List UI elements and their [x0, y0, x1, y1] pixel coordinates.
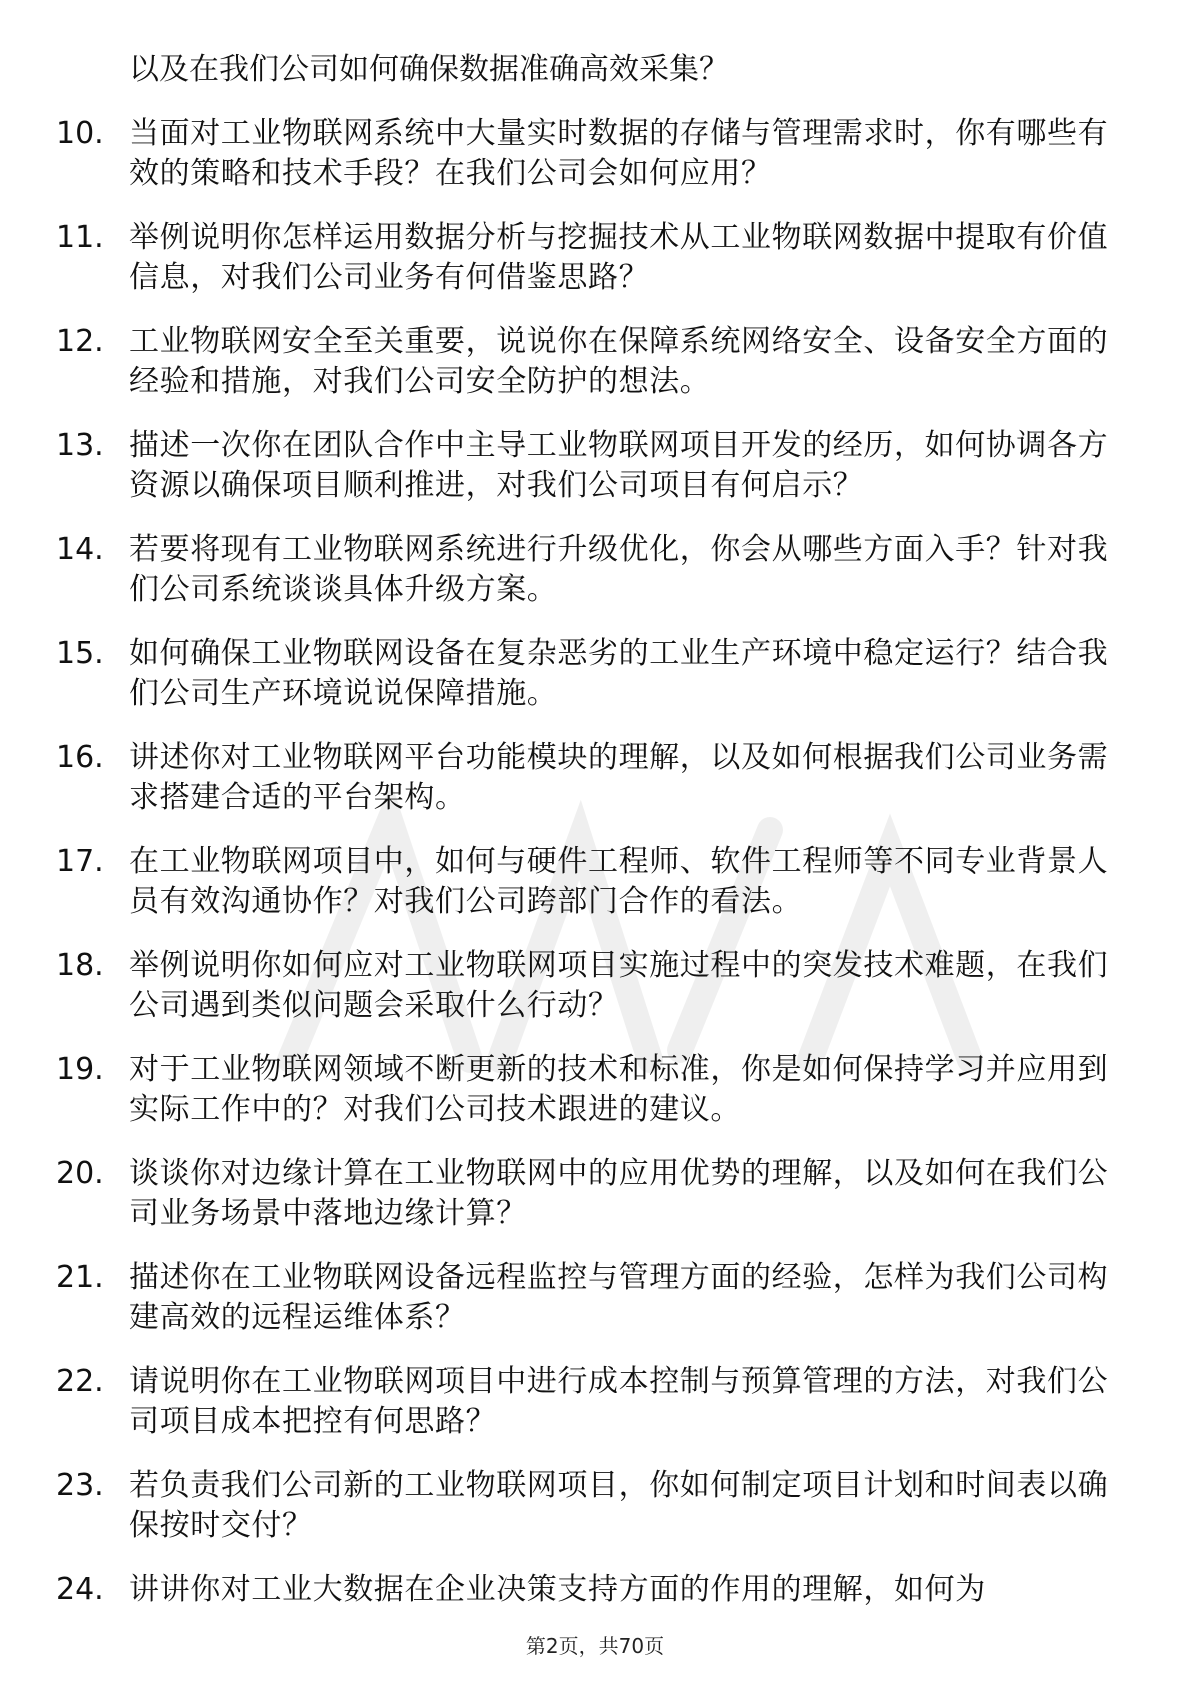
- question-text: 如何确保工业物联网设备在复杂恶劣的工业生产环境中稳定运行？结合我们公司生产环境说说保障措施。: [129, 636, 1109, 711]
- question-item: [0, 1362, 1190, 1442]
- question-text: 举例说明你怎样运用数据分析与挖掘技术从工业物联网数据中提取有价值信息，对我们公司业务有何借鉴思路？: [129, 220, 1109, 295]
- question-text: 请说明你在工业物联网项目中进行成本控制与预算管理的方法，对我们公司项目成本把控有何思路？: [129, 1364, 1109, 1439]
- question-number: 24.: [56, 1572, 104, 1607]
- question-text: 讲讲你对工业大数据在企业决策支持方面的作用的理解，如何为: [129, 1572, 986, 1607]
- question-text: 谈谈你对边缘计算在工业物联网中的应用优势的理解，以及如何在我们公司业务场景中落地边缘计算？: [129, 1156, 1109, 1231]
- question-number: 19.: [56, 1052, 104, 1087]
- question-item: [0, 842, 1190, 922]
- question-item: [0, 1466, 1190, 1546]
- question-number: 20.: [56, 1156, 104, 1191]
- question-text: 对于工业物联网领域不断更新的技术和标准，你是如何保持学习并应用到实际工作中的？对我们公司技术跟进的建议。: [129, 1052, 1109, 1127]
- question-number: 16.: [56, 740, 104, 775]
- question-item: [0, 322, 1190, 402]
- question-item: [0, 530, 1190, 610]
- question-text: 若负责我们公司新的工业物联网项目，你如何制定项目计划和时间表以确保按时交付？: [129, 1468, 1109, 1543]
- question-item: [0, 946, 1190, 1026]
- question-item: [0, 1258, 1190, 1338]
- question-number: 17.: [56, 844, 104, 879]
- question-text: 讲述你对工业物联网平台功能模块的理解，以及如何根据我们公司业务需求搭建合适的平台架构。: [129, 740, 1109, 815]
- page-footer: 第2页，共70页: [525, 1634, 665, 1658]
- question-number: 22.: [56, 1364, 104, 1399]
- question-number: 21.: [56, 1260, 104, 1295]
- question-number: 23.: [56, 1468, 104, 1503]
- question-text: 举例说明你如何应对工业物联网项目实施过程中的突发技术难题，在我们公司遇到类似问题会采取什么行动？: [129, 948, 1109, 1023]
- question-number: 12.: [56, 324, 104, 359]
- question-text: 若要将现有工业物联网系统进行升级优化，你会从哪些方面入手？针对我们公司系统谈谈具体升级方案。: [129, 532, 1109, 607]
- question-text: 描述你在工业物联网设备远程监控与管理方面的经验，怎样为我们公司构建高效的远程运维体系？: [129, 1260, 1109, 1335]
- question-item: [0, 218, 1190, 298]
- question-list: [0, 114, 1190, 1674]
- question-item: [0, 426, 1190, 506]
- question-number: 11.: [56, 220, 104, 255]
- question-number: 14.: [56, 532, 104, 567]
- question-text: 在工业物联网项目中，如何与硬件工程师、软件工程师等不同专业背景人员有效沟通协作？对我们公司跨部门合作的看法。: [129, 844, 1109, 919]
- question-number: 13.: [56, 428, 104, 463]
- continuation-text: 以及在我们公司如何确保数据准确高效采集？: [129, 52, 729, 87]
- question-text: 当面对工业物联网系统中大量实时数据的存储与管理需求时，你有哪些有效的策略和技术手段？在我们公司会如何应用？: [129, 116, 1109, 191]
- question-item: [0, 114, 1190, 194]
- question-number: 15.: [56, 636, 104, 671]
- question-number: 10.: [56, 116, 104, 151]
- question-text: 工业物联网安全至关重要，说说你在保障系统网络安全、设备安全方面的经验和措施，对我们公司安全防护的想法。: [129, 324, 1109, 399]
- question-number: 18.: [56, 948, 104, 983]
- question-item: [0, 738, 1190, 818]
- question-item: [0, 1050, 1190, 1130]
- question-text: 描述一次你在团队合作中主导工业物联网项目开发的经历，如何协调各方资源以确保项目顺利推进，对我们公司项目有何启示？: [129, 428, 1109, 503]
- question-item: [0, 634, 1190, 714]
- question-item: [0, 1154, 1190, 1234]
